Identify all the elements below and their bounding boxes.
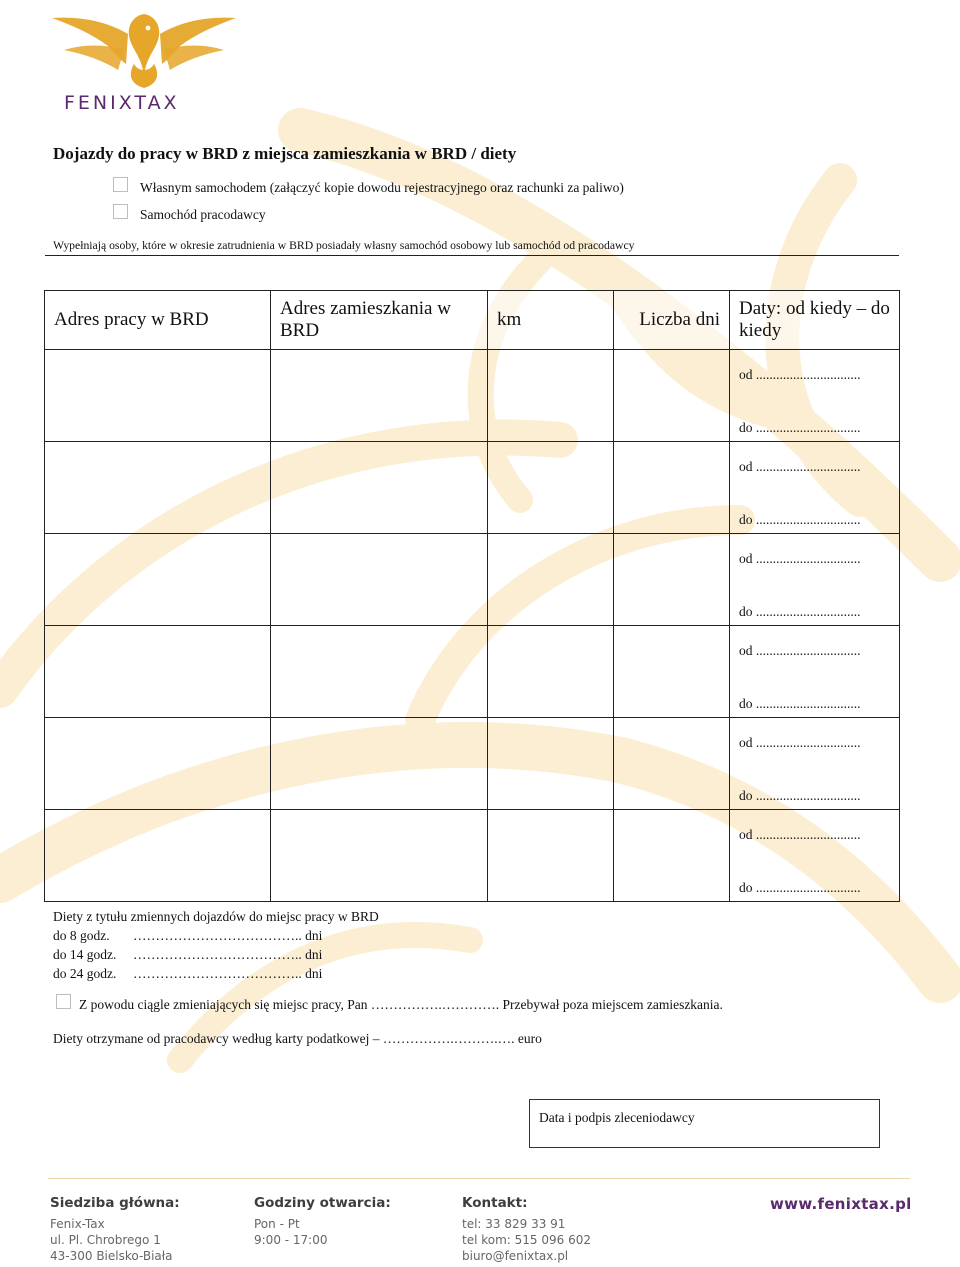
cell-work-address[interactable] <box>45 718 271 810</box>
footer-line: 9:00 - 17:00 <box>254 1233 328 1247</box>
fenixtax-logo <box>48 4 240 114</box>
cell-home-address[interactable] <box>271 534 488 626</box>
option-own-car[interactable] <box>113 180 624 196</box>
diety-value[interactable]: ……………………………….. dni <box>133 966 323 981</box>
phoenix-emblem-icon <box>48 4 240 94</box>
table-row <box>45 350 900 442</box>
cell-km[interactable] <box>488 534 614 626</box>
footer-line: Pon - Pt <box>254 1217 300 1231</box>
footer-divider <box>48 1178 910 1179</box>
footer-email: biuro@fenixtax.pl <box>462 1249 569 1263</box>
cell-home-address[interactable] <box>271 810 488 902</box>
column-header-home-address: Adres zamieszkania w BRD <box>271 291 488 350</box>
cell-home-address[interactable] <box>271 626 488 718</box>
option-label: Własnym samochodem (załączyć kopie dowodu rejestracyjnego oraz rachunki za paliwo) <box>140 180 624 195</box>
logo-wordmark: FENIXTAX <box>64 92 180 114</box>
checkbox[interactable] <box>56 994 71 1009</box>
date-to-field[interactable]: do ............................... <box>739 512 861 527</box>
date-to-field[interactable]: do ............................... <box>739 696 861 711</box>
cell-work-address[interactable] <box>45 810 271 902</box>
cell-km[interactable] <box>488 350 614 442</box>
diety-section <box>53 907 379 983</box>
footer-line: ul. Pl. Chrobrego 1 <box>50 1233 161 1247</box>
cell-km[interactable] <box>488 442 614 534</box>
cell-days[interactable] <box>614 442 730 534</box>
table-row <box>45 810 900 902</box>
cell-work-address[interactable] <box>45 626 271 718</box>
footer-heading: Kontakt: <box>462 1195 528 1211</box>
cell-km[interactable] <box>488 718 614 810</box>
cell-dates[interactable] <box>730 442 900 534</box>
diety-row <box>53 926 379 945</box>
cell-work-address[interactable] <box>45 534 271 626</box>
diety-row <box>53 945 379 964</box>
table-row <box>45 626 900 718</box>
checkbox[interactable] <box>113 177 128 192</box>
footer-line: Fenix-Tax <box>50 1217 105 1231</box>
footer-headquarters <box>50 1195 180 1264</box>
option-label: Samochód pracodawcy <box>140 207 266 222</box>
footer-opening-hours <box>254 1195 391 1248</box>
diety-label: do 24 godz. <box>53 966 117 981</box>
cell-home-address[interactable] <box>271 442 488 534</box>
checkbox[interactable] <box>113 204 128 219</box>
divider <box>45 255 899 256</box>
diety-heading: Diety z tytułu zmiennych dojazdów do miejsc pracy w BRD <box>53 909 379 924</box>
cell-work-address[interactable] <box>45 350 271 442</box>
date-to-field[interactable]: do ............................... <box>739 604 861 619</box>
cell-dates[interactable] <box>730 718 900 810</box>
changing-workplace-option[interactable] <box>56 997 723 1013</box>
date-from-field[interactable]: od ............................... <box>739 367 861 382</box>
signature-label: Data i podpis zleceniodawcy <box>539 1110 695 1125</box>
date-from-field[interactable]: od ............................... <box>739 827 861 842</box>
cell-dates[interactable] <box>730 626 900 718</box>
date-from-field[interactable]: od ............................... <box>739 643 861 658</box>
cell-km[interactable] <box>488 626 614 718</box>
column-header-dates: Daty: od kiedy – do kiedy <box>730 291 900 350</box>
column-header-work-address: Adres pracy w BRD <box>45 291 271 350</box>
diety-value[interactable]: ……………………………….. dni <box>133 947 323 962</box>
footer-heading: Siedziba główna: <box>50 1195 180 1211</box>
date-from-field[interactable]: od ............................... <box>739 551 861 566</box>
footer-line: 43-300 Bielsko-Biała <box>50 1249 173 1263</box>
cell-days[interactable] <box>614 626 730 718</box>
diety-value[interactable]: ……………………………….. dni <box>133 928 323 943</box>
cell-home-address[interactable] <box>271 718 488 810</box>
cell-days[interactable] <box>614 810 730 902</box>
footer-mobile: tel kom: 515 096 602 <box>462 1233 591 1247</box>
cell-dates[interactable] <box>730 534 900 626</box>
cell-dates[interactable] <box>730 810 900 902</box>
cell-km[interactable] <box>488 810 614 902</box>
footer-website-link[interactable]: www.fenixtax.pl <box>770 1195 912 1213</box>
date-to-field[interactable]: do ............................... <box>739 880 861 895</box>
column-header-km: km <box>488 291 614 350</box>
instruction-note: Wypełniają osoby, które w okresie zatrudnienia w BRD posiadały własny samochód osobowy lub samochód od pracodawcy <box>53 239 635 252</box>
diety-row <box>53 964 379 983</box>
table-header-row <box>45 291 900 350</box>
cell-days[interactable] <box>614 718 730 810</box>
diety-label: do 14 godz. <box>53 947 117 962</box>
date-from-field[interactable]: od ............................... <box>739 735 861 750</box>
date-from-field[interactable]: od ............................... <box>739 459 861 474</box>
changing-workplace-label: Z powodu ciągle zmieniających się miejsc pracy, Pan …………….…………. Przebywał poza miejscem zamieszkania. <box>79 997 723 1012</box>
cell-work-address[interactable] <box>45 442 271 534</box>
table-row <box>45 718 900 810</box>
cell-days[interactable] <box>614 350 730 442</box>
diety-label: do 8 godz. <box>53 928 110 943</box>
option-employer-car[interactable] <box>113 207 266 223</box>
cell-home-address[interactable] <box>271 350 488 442</box>
table-row <box>45 534 900 626</box>
column-header-days: Liczba dni <box>614 291 730 350</box>
form-title: Dojazdy do pracy w BRD z miejsca zamieszkania w BRD / diety <box>53 144 517 163</box>
cell-days[interactable] <box>614 534 730 626</box>
commute-table <box>44 290 900 902</box>
date-to-field[interactable]: do ............................... <box>739 788 861 803</box>
footer-heading: Godziny otwarcia: <box>254 1195 391 1211</box>
cell-dates[interactable] <box>730 350 900 442</box>
footer-contact <box>462 1195 591 1264</box>
table-row <box>45 442 900 534</box>
footer-phone: tel: 33 829 33 91 <box>462 1217 566 1231</box>
signature-box[interactable] <box>529 1099 880 1148</box>
diety-received-line[interactable]: Diety otrzymane od pracodawcy według karty podatkowej – …………….……….…. euro <box>53 1031 542 1046</box>
date-to-field[interactable]: do ............................... <box>739 420 861 435</box>
